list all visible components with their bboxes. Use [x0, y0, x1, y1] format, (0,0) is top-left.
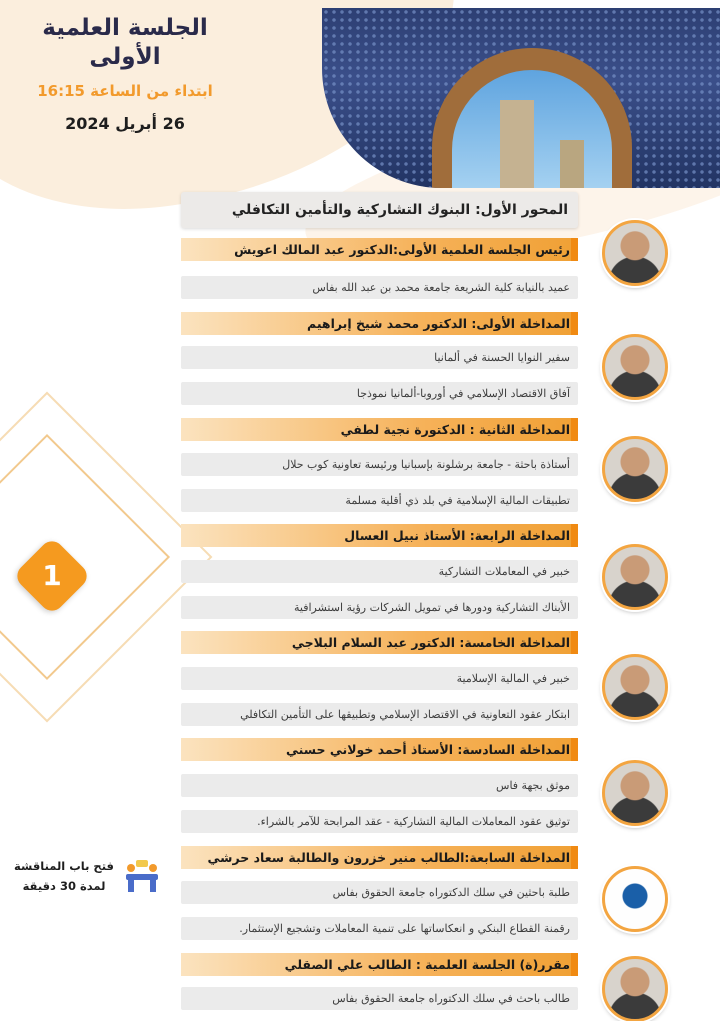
speaker-4-avatar: [602, 544, 668, 610]
speaker-5-avatar: [602, 654, 668, 720]
talk-7-topic: رقمنة القطاع البنكي و انعكاساتها على تنمية المعاملات وتشجيع الإستثمار.: [181, 917, 578, 940]
talk-4-heading: المداخلة الرابعة: الأستاذ نبيل العسال: [181, 524, 578, 547]
talk-1-topic: آفاق الاقتصاد الإسلامي في أوروبا-ألمانيا نموذجا: [181, 382, 578, 405]
talk-5-affiliation: خبير في المالية الإسلامية: [181, 667, 578, 690]
session-date: 26 أبريل 2024: [65, 114, 185, 133]
discussion-note-line-1: فتح باب المناقشة: [14, 859, 114, 873]
talk-5-topic: ابتكار عقود التعاونية في الاقتصاد الإسلامي وتطبيقها على التأمين التكافلي: [181, 703, 578, 726]
talk-6-affiliation: موثق بجهة فاس: [181, 774, 578, 797]
session-time: ابتداء من الساعة 16:15: [37, 82, 213, 100]
discussion-icon: [122, 858, 162, 896]
rapporteur-heading: مقرر(ة) الجلسة العلمية : الطالب علي الصقلي: [181, 953, 578, 976]
rapporteur-avatar: [602, 956, 668, 1021]
talk-6-heading: المداخلة السادسة: الأستاذ أحمد خولاني حسني: [181, 738, 578, 761]
talk-6-topic: توثيق عقود المعاملات المالية التشاركية - عقد المرابحة للآمر بالشراء.: [181, 810, 578, 833]
talk-4-topic: الأبناك التشاركية ودورها في تمويل الشركات رؤية استشرافية: [181, 596, 578, 619]
talk-5-heading: المداخلة الخامسة: الدكتور عبد السلام البلاجي: [181, 631, 578, 654]
chair-avatar: [602, 220, 668, 286]
talk-2-heading: المداخلة الثانية : الدكتورة نجية لطفي: [181, 418, 578, 441]
discussion-note-line-2: لمدة 30 دقيقة: [22, 879, 106, 893]
talk-7-affiliation: طلبة باحثين في سلك الدكتوراه جامعة الحقوق بفاس: [181, 881, 578, 904]
rapporteur-detail: طالب باحث في سلك الدكتوراه جامعة الحقوق بفاس: [181, 987, 578, 1010]
session-title: [20, 14, 230, 72]
lab-logo-avatar: [602, 866, 668, 932]
title-line-2: الأولى: [89, 44, 161, 70]
talk-7-heading: المداخلة السابعة:الطالب منير خزرون والطالبة سعاد حرشي: [181, 846, 578, 869]
speaker-2-avatar: [602, 436, 668, 502]
talk-4-affiliation: خبير في المعاملات التشاركية: [181, 560, 578, 583]
header-photo: [322, 8, 720, 188]
talk-2-affiliation: أستاذة باحثة - جامعة برشلونة بإسبانيا ورئيسة تعاونية كوب حلال: [181, 453, 578, 476]
talk-2-topic: تطبيقات المالية الإسلامية في بلد ذي أقلية مسلمة: [181, 489, 578, 512]
chair-heading: رئيس الجلسة العلمية الأولى:الدكتور عبد المالك اعويش: [181, 238, 578, 261]
session-number: 1: [42, 559, 62, 592]
talk-1-heading: المداخلة الأولى: الدكتور محمد شيخ إبراهيم: [181, 312, 578, 335]
axis-title-bar: [181, 192, 578, 228]
speaker-6-avatar: [602, 760, 668, 826]
title-line-1: الجلسة العلمية: [42, 15, 208, 41]
talk-1-affiliation: سفير النوايا الحسنة في ألمانيا: [181, 346, 578, 369]
speaker-1-avatar: [602, 334, 668, 400]
axis-title: المحور الأول: البنوك التشاركية والتأمين التكافلي: [231, 202, 568, 218]
discussion-note: [8, 856, 120, 896]
chair-detail: عميد بالنيابة كلية الشريعة جامعة محمد بن عبد الله بفاس: [181, 276, 578, 299]
